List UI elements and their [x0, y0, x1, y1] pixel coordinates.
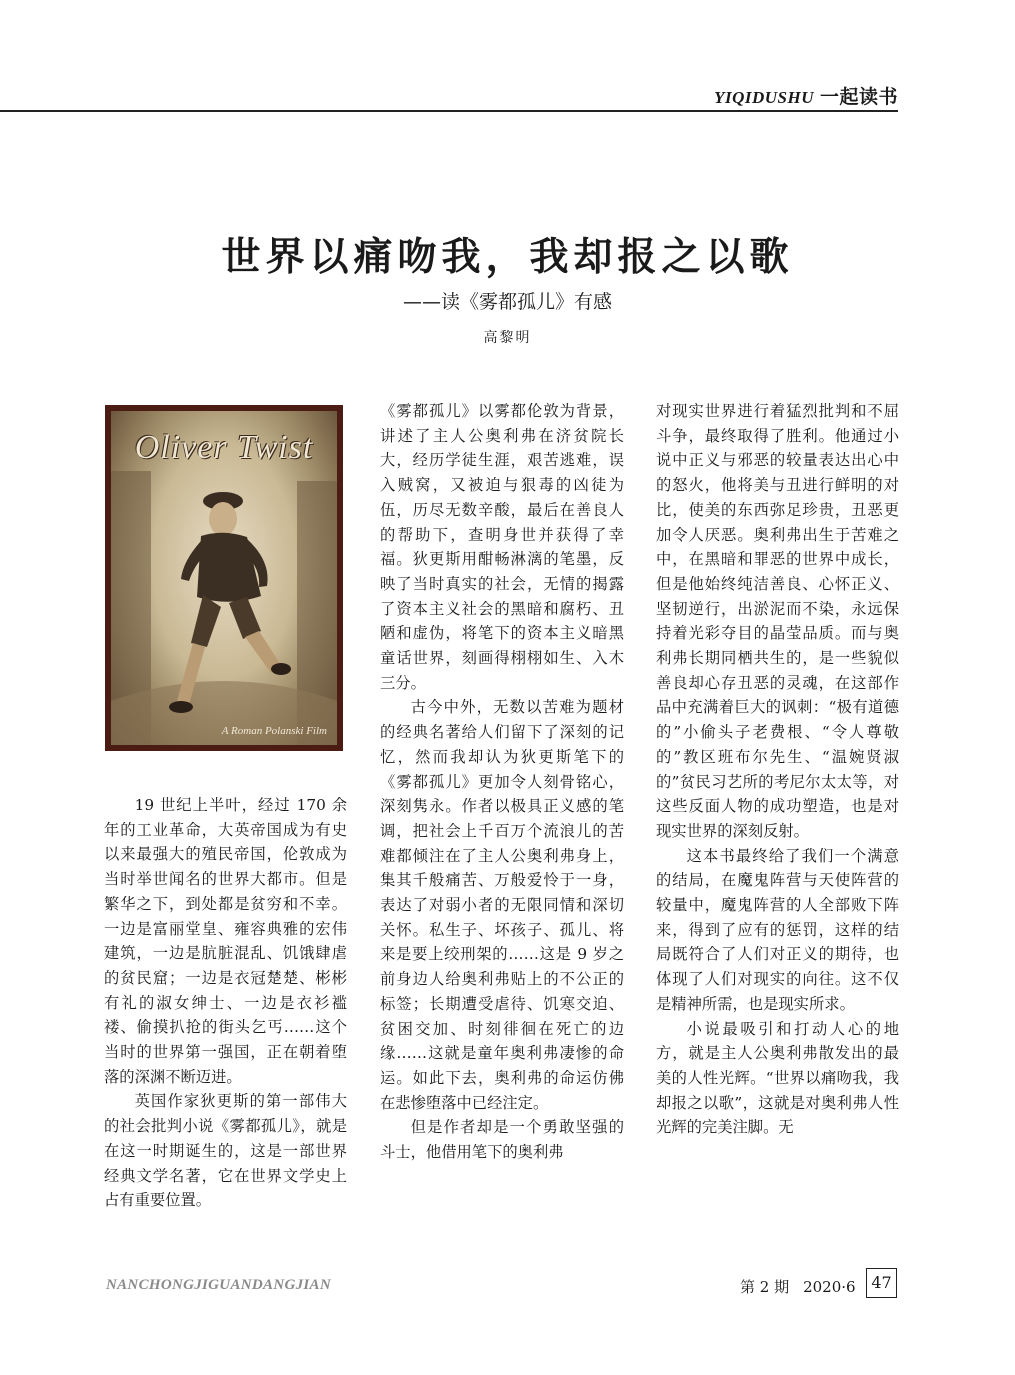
article-author: 高黎明: [483, 330, 532, 346]
text-column-1: [104, 793, 347, 1213]
magazine-name-latin: YIQIDUSHU: [714, 88, 814, 107]
paragraph: 英国作家狄更斯的第一部伟大的社会批判小说《雾都孤儿》，就是在这一时期诞生的，这是一部世界经典文学名著，它在世界文学史上占有重要位置。: [104, 1092, 347, 1210]
paragraph: 小说最吸引和打动人心的地方，就是主人公奥利弗散发出的最美的人性光辉。“世界以痛吻我，我却报之以歌”，这就是对奥利弗人性光辉的完美注脚。无: [656, 1019, 899, 1137]
journal-name-footer: NANCHONGJIGUANDANGJIAN: [106, 1277, 331, 1293]
magazine-name-cn: 一起读书: [819, 86, 898, 108]
text-column-2: [380, 399, 624, 1165]
paragraph: 古今中外，无数以苦难为题材的经典名著给人们留下了深刻的记忆，然而我却认为狄更斯笔下的《雾都孤儿》更加令人刻骨铭心，深刻隽永。作者以极具正义感的笔调，把社会上千百万个流浪儿的苦难都倾注在了主人公奥利弗身上，集其千般痛苦、万般爱怜于一身，表达了对弱小者的无限同情和深切关怀。私生子、坏孩子、孤儿、将来是要上绞刑架的……这是 9 岁之前身边人给奥利弗贴上的不公正的标签；长期遭受虐待、饥寒交迫、贫困交加、时刻徘徊在死亡的边缘……这就是童年奥利弗凄惨的命运。如此下去，奥利弗的命运仿佛在悲惨堕落中已经注定。: [380, 698, 624, 1112]
paragraph: 这本书最终给了我们一个满意的结局，在魔鬼阵营与天使阵营的较量中，魔鬼阵营的人全部败下阵来，得到了应有的惩罚，这样的结局既符合了人们对正义的期待，也体现了人们对现实的向往。这不仅是精神所需，也是现实所求。: [656, 846, 899, 1013]
paragraph: 《雾都孤儿》以雾都伦敦为背景，讲述了主人公奥利弗在济贫院长大，经历学徒生涯，艰苦逃难，误入贼窝，又被迫与狠毒的凶徒为伍，历尽无数辛酸，最后在善良人的帮助下，查明身世并获得了幸福。狄更斯用酣畅淋漓的笔墨，反映了当时真实的社会，无情的揭露了资本主义社会的黑暗和腐朽、丑陋和虚伪，将笔下的资本主义暗黑童话世界，刻画得栩栩如生、入木三分。: [380, 402, 624, 692]
issue-info: [740, 1276, 870, 1297]
header-rule: [0, 110, 898, 112]
article-title: 世界以痛吻我，我却报之以歌: [221, 234, 794, 280]
poster-artwork: [111, 411, 337, 745]
paragraph: 但是作者却是一个勇敢坚强的斗士，他借用笔下的奥利弗: [380, 1118, 624, 1162]
paragraph: 19 世纪上半叶，经过 170 余年的工业革命，大英帝国成为有史以来最强大的殖民帝国，伦敦成为当时举世闻名的世界大都市。但是繁华之下，到处都是贫穷和不幸。一边是富丽堂皇、雍容典雅的宏伟建筑，一边是肮脏混乱、饥饿肆虐的贫民窟；一边是衣冠楚楚、彬彬有礼的淑女绅士、一边是衣衫褴褛、偷摸扒抢的街头乞丐……这个当时的世界第一强国，正在朝着堕落的深渊不断迈进。: [104, 796, 347, 1086]
movie-poster-image: [105, 405, 343, 751]
issue-date: 2020·6: [803, 1278, 856, 1296]
magazine-header: [714, 82, 898, 109]
text-column-3: [656, 399, 899, 1140]
issue-number: 第 2 期: [740, 1278, 790, 1296]
paragraph: 对现实世界进行着猛烈批判和不屈斗争，最终取得了胜利。他通过小说中正义与邪恶的较量表达出心中的怒火，他将美与丑进行鲜明的对比，使美的东西弥足珍贵，丑恶更加令人厌恶。奥利弗出生于苦难之中，在黑暗和罪恶的世界中成长，但是他始终纯洁善良、心怀正义、坚韧逆行，出淤泥而不染，永远保持着光彩夺目的晶莹品质。而与奥利弗长期同栖共生的，是一些貌似善良却心存丑恶的灵魂，在这部作品中充满着巨大的讽刺：“极有道德的”小偷头子老费根、“令人尊敬的”教区班布尔先生、“温婉贤淑的”贫民习艺所的考尼尔太太等，对这些反面人物的成功塑造，也是对现实世界的深刻反射。: [656, 402, 899, 840]
article-subtitle: ——读《雾都孤儿》有感: [402, 291, 612, 313]
poster-credit: A Roman Polanski Film: [221, 725, 327, 737]
page-number: 47: [866, 1268, 897, 1298]
poster-title: Oliver Twist: [134, 429, 314, 466]
